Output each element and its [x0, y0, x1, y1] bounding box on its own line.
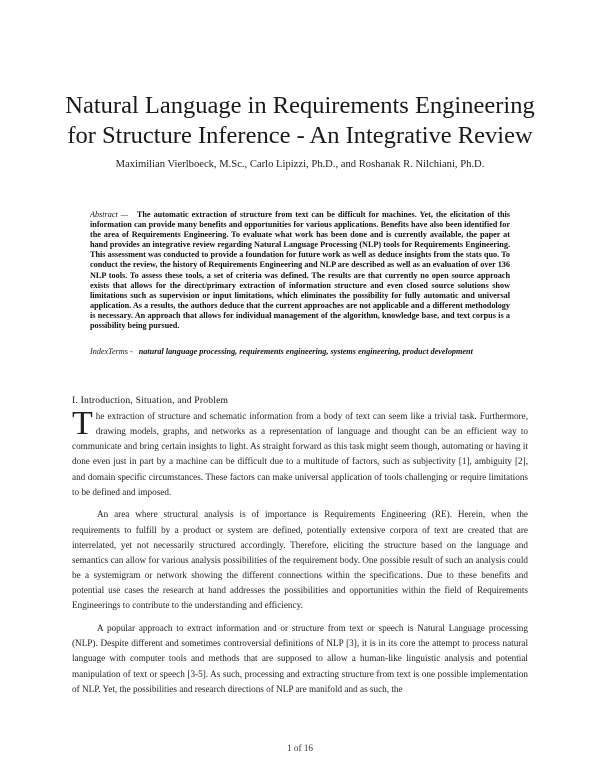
title-line-2: for Structure Inference - An Integrative Review: [67, 122, 533, 149]
abstract-text: The automatic extraction of structure from text can be difficult for machines. Yet, the elicitation of this information can provide many benefits and opportunities for various applications. Benefits have also been identified for the area of Requirements Engineering. To evaluate what work has been done and is currently available, the paper at hand provides an integrative review regarding Natural Language Processing (NLP) tools for Requirements Engineering. This assessment was conducted to provide a foundation for future work as well as deduce insights from the stats quo. To conduct the review, the history of Requirements Engineering and NLP are described as well as an evaluation of over 136 NLP tools. To assess these tools, a set of criteria was defined. The results are that currently no open source approach exists that allows for the direct/primary extraction of information structure and even closed source solutions show limitations such as supervision or input limitations, which eliminates the possibility for fully automatic and universal application. As a results, the authors deduce that the current approaches are not applicable and a different methodology is necessary. An approach that allows for individual management of the algorithm, knowledge base, and text corpus is a possibility being pursued.: [90, 210, 510, 331]
abstract-block: [90, 210, 510, 331]
index-terms: [90, 347, 520, 356]
paper-title: [40, 91, 560, 151]
page-number: 1 of 16: [286, 743, 314, 753]
title-line-1: Natural Language in Requirements Engineering: [65, 92, 535, 119]
author-list: Maximilian Vierlboeck, M.Sc., Carlo Lipizzi, Ph.D., and Roshanak R. Nilchiani, Ph.D.: [115, 159, 485, 170]
section-heading: I. Introduction, Situation, and Problem: [72, 395, 229, 406]
paragraph-1-text: he extraction of structure and schematic information from a body of text can seem like a trivial task. Furthermore, drawing models, graphs, and networks as a representation of language and thought can be an efficient way to communicate and bring certain insights to light. As straight forward as this task might seem though, automating or having it done even just in part by a machine can be difficult due to a multitude of factors, such as subjectivity [1], ambiguity [2], and domain specific circumstances. These factors can make universal application of tools challenging or require limitations to be defined and imposed.: [72, 411, 528, 497]
body-text: [72, 405, 528, 697]
drop-cap: T: [72, 405, 93, 442]
paragraph-1: [72, 405, 528, 500]
abstract-label: Abstract —: [90, 210, 129, 219]
paragraph-2: An area where structural analysis is of importance is Requirements Engineering (RE). Herein, when the requirements to fulfill by a product or system are defined, potentially extensive corpora of text are created that are interrelated, yet not necessarily structured accordingly. Therefore, eliciting the structure based on the language and semantics can allow for various analysis possibilities of the requirement body. One possible result of such an analysis could be a systemigram or network showing the different connections within the specifications. Due to these benefits and potential use cases the research at hand addresses the possibilities and opportunities within the field of Requirements Engineerings to contribute to the understanding and efficiency.: [72, 509, 528, 611]
index-terms-text: natural language processing, requirements engineering, systems engineering, product development: [138, 347, 473, 356]
index-terms-label: IndexTerms -: [90, 347, 133, 356]
paragraph-3: A popular approach to extract information and or structure from text or speech is Natural Language processing (NLP). Despite different and sometimes controversial definitions of NLP [3], it is in its core the attempt to process natural language with computer tools and methods that are supposed to allow a human-like linguistic analysis and potential manipulation of text or speech [3-5]. As such, processing and extracting structure from text is one possible implementation of NLP. Yet, the possibilities and research directions of NLP are manifold and as such, the: [72, 623, 528, 694]
